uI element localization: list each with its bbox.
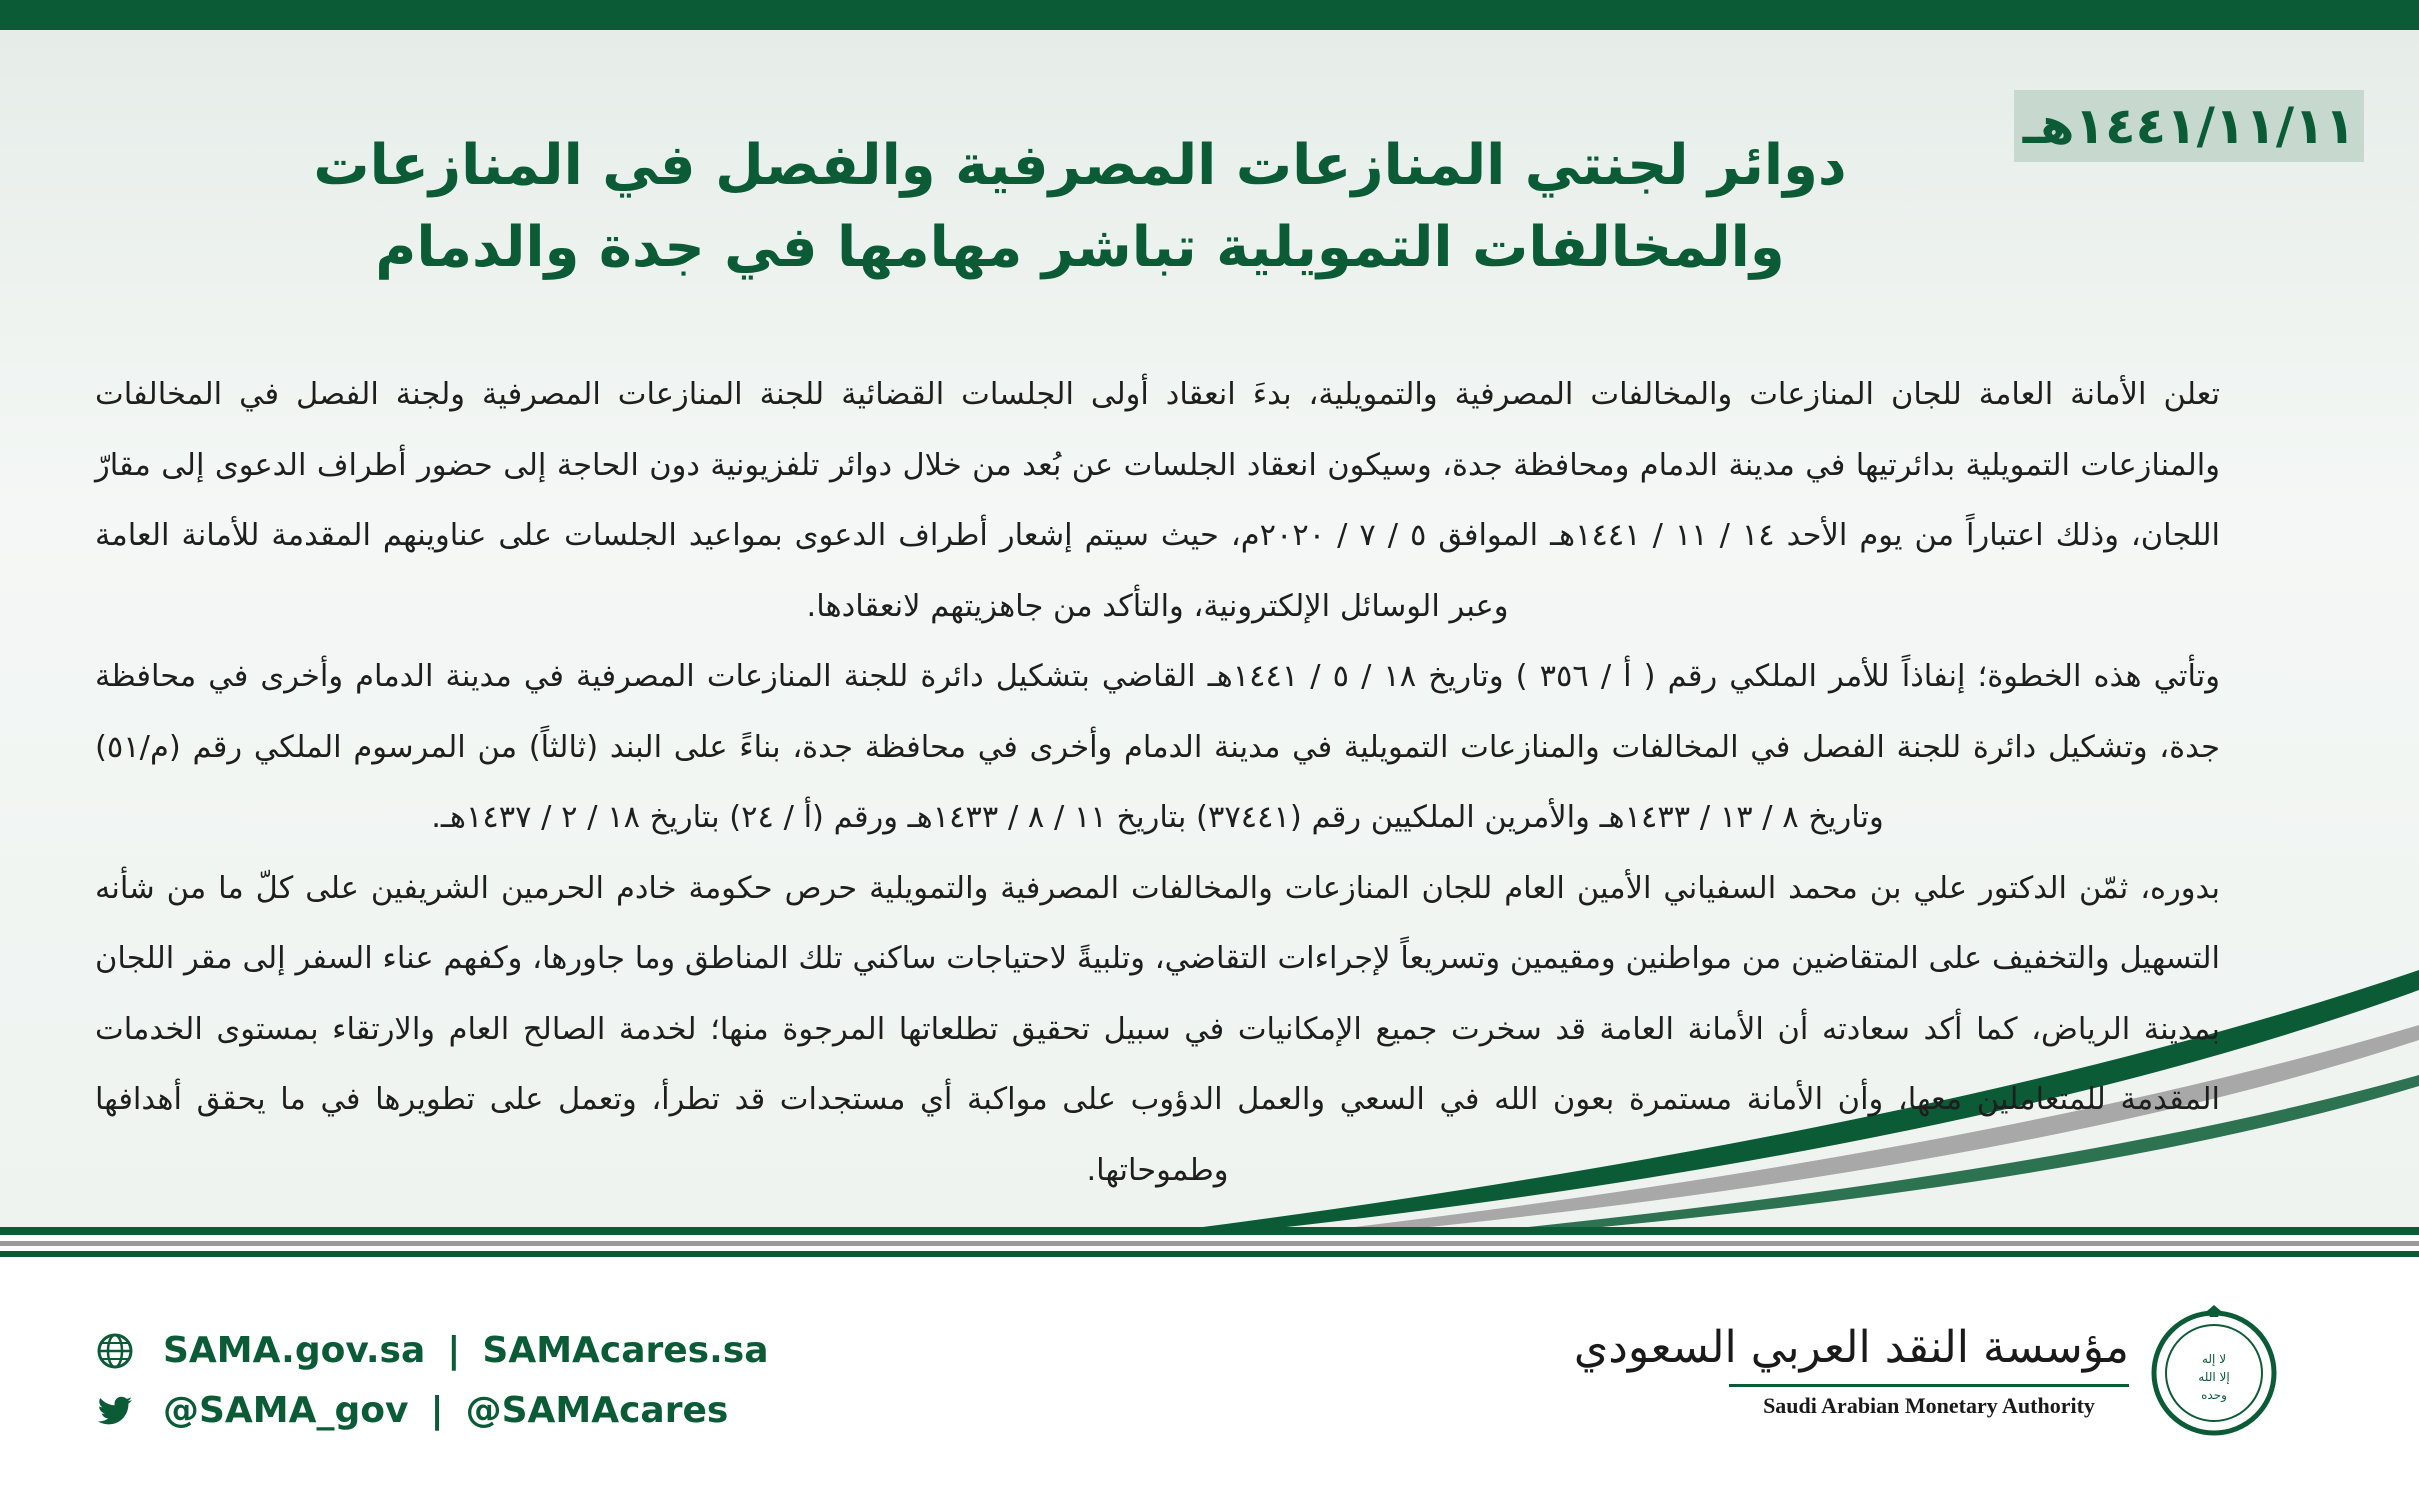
twitter-icon xyxy=(95,1391,135,1431)
footer-separator xyxy=(0,1205,2419,1265)
top-brand-bar xyxy=(0,0,2419,30)
twitter-link-primary[interactable]: @SAMA_gov xyxy=(163,1390,409,1431)
sama-emblem-icon xyxy=(2149,1303,2279,1438)
announcement-card xyxy=(0,30,2419,1230)
twitter-row xyxy=(95,1390,728,1431)
contact-separator: | xyxy=(430,1390,444,1431)
title-line-2: والمخالفات التمويلية تباشر مهامها في جدة والدمام xyxy=(375,215,1785,280)
date-badge: ١٤٤١/١١/١١هـ xyxy=(2014,90,2364,162)
logo-english-name: Saudi Arabian Monetary Authority xyxy=(1729,1384,2129,1419)
sama-logo-wordmark xyxy=(1573,1320,2129,1419)
logo-arabic-name: مؤسسة النقد العربي السعودي xyxy=(1573,1322,2129,1373)
twitter-link-secondary[interactable]: @SAMAcares xyxy=(465,1390,729,1431)
website-link-secondary[interactable]: SAMAcares.sa xyxy=(482,1330,769,1371)
website-row xyxy=(95,1330,769,1371)
globe-icon xyxy=(95,1331,135,1371)
emblem-text-2: إلا الله xyxy=(2198,1370,2230,1384)
paragraph-1: تعلن الأمانة العامة للجان المنازعات والمخالفات المصرفية والتمويلية، بدءَ انعقاد أولى الجلسات القضائية للجنة المنازعات المصرفية ولجنة الفصل في المخالفات والمنازعات التمويلية بدائرتيها في مدينة الدمام ومحافظة جدة، وسيكون انعقاد الجلسات عن بُعد من خلال دوائر تلفزيونية دون الحاجة إلى حضور أطراف الدعوى إلى مقارّ اللجان، وذلك اعتباراً من يوم الأحد ١٤ / ١١ / ١٤٤١هـ الموافق ٥ / ٧ / ٢٠٢٠م، حيث سيتم إشعار أطراف الدعوى بمواعيد الجلسات على عناوينهم المقدمة للأمانة العامة وعبر الوسائل الإلكترونية، والتأكد من جاهزيتهم لانعقادها. xyxy=(95,377,2221,624)
website-link-primary[interactable]: SAMA.gov.sa xyxy=(163,1330,426,1371)
contact-separator: | xyxy=(447,1330,461,1371)
emblem-text-1: لا إله xyxy=(2201,1352,2227,1366)
paragraph-3: بدوره، ثمّن الدكتور علي بن محمد السفياني الأمين العام للجان المنازعات والمخالفات المصرفية والتمويلية حرص حكومة خادم الحرمين الشريفين على كلّ ما من شأنه التسهيل والتخفيف على المتقاضين من مواطنين ومقيمين وتسريعاً لإجراءات التقاضي، وتلبيةً لاحتياجات ساكني تلك المناطق وما جاورها، وكفهم عناء السفر إلى مقر اللجان بمدينة الرياض، كما أكد سعادته أن الأمانة العامة قد سخرت جميع الإمكانيات في سبيل تحقيق تطلعاتها المرجوة منها؛ لخدمة الصالح العام والارتقاء بمستوى الخدمات المقدمة للمتعاملين معها، وأن الأمانة مستمرة بعون الله في السعي والعمل الدؤوب على مواكبة أي مستجدات قد تطرأ، وتعمل على تطويرها في ما يحقق أهدافها وطموحاتها. xyxy=(95,870,2220,1188)
title-line-1: دوائر لجنتي المنازعات المصرفية والفصل في المنازعات xyxy=(313,133,1847,198)
emblem-text-3: وحده xyxy=(2201,1388,2227,1402)
paragraph-2: وتأتي هذه الخطوة؛ إنفاذاً للأمر الملكي رقم ( أ / ٣٥٦ ) وتاريخ ١٨ / ٥ / ١٤٤١هـ القاضي بتشكيل دائرة للجنة المنازعات المصرفية في مدينة الدمام وأخرى في محافظة جدة، وتشكيل دائرة للجنة الفصل في المخالفات والمنازعات التمويلية في مدينة الدمام وأخرى في محافظة جدة، بناءً على البند (ثالثاً) من المرسوم الملكي رقم (م/٥١) وتاريخ ٨ / ١٣ / ١٤٣٣هـ والأمرين الملكيين رقم (٣٧٤٤١) بتاريخ ١١ / ٨ / ١٤٣٣هـ ورقم (أ / ٢٤) بتاريخ ١٨ / ٢ / ١٤٣٧هـ. xyxy=(95,659,2221,835)
page-title xyxy=(300,125,1860,289)
article-body xyxy=(95,360,2220,1206)
